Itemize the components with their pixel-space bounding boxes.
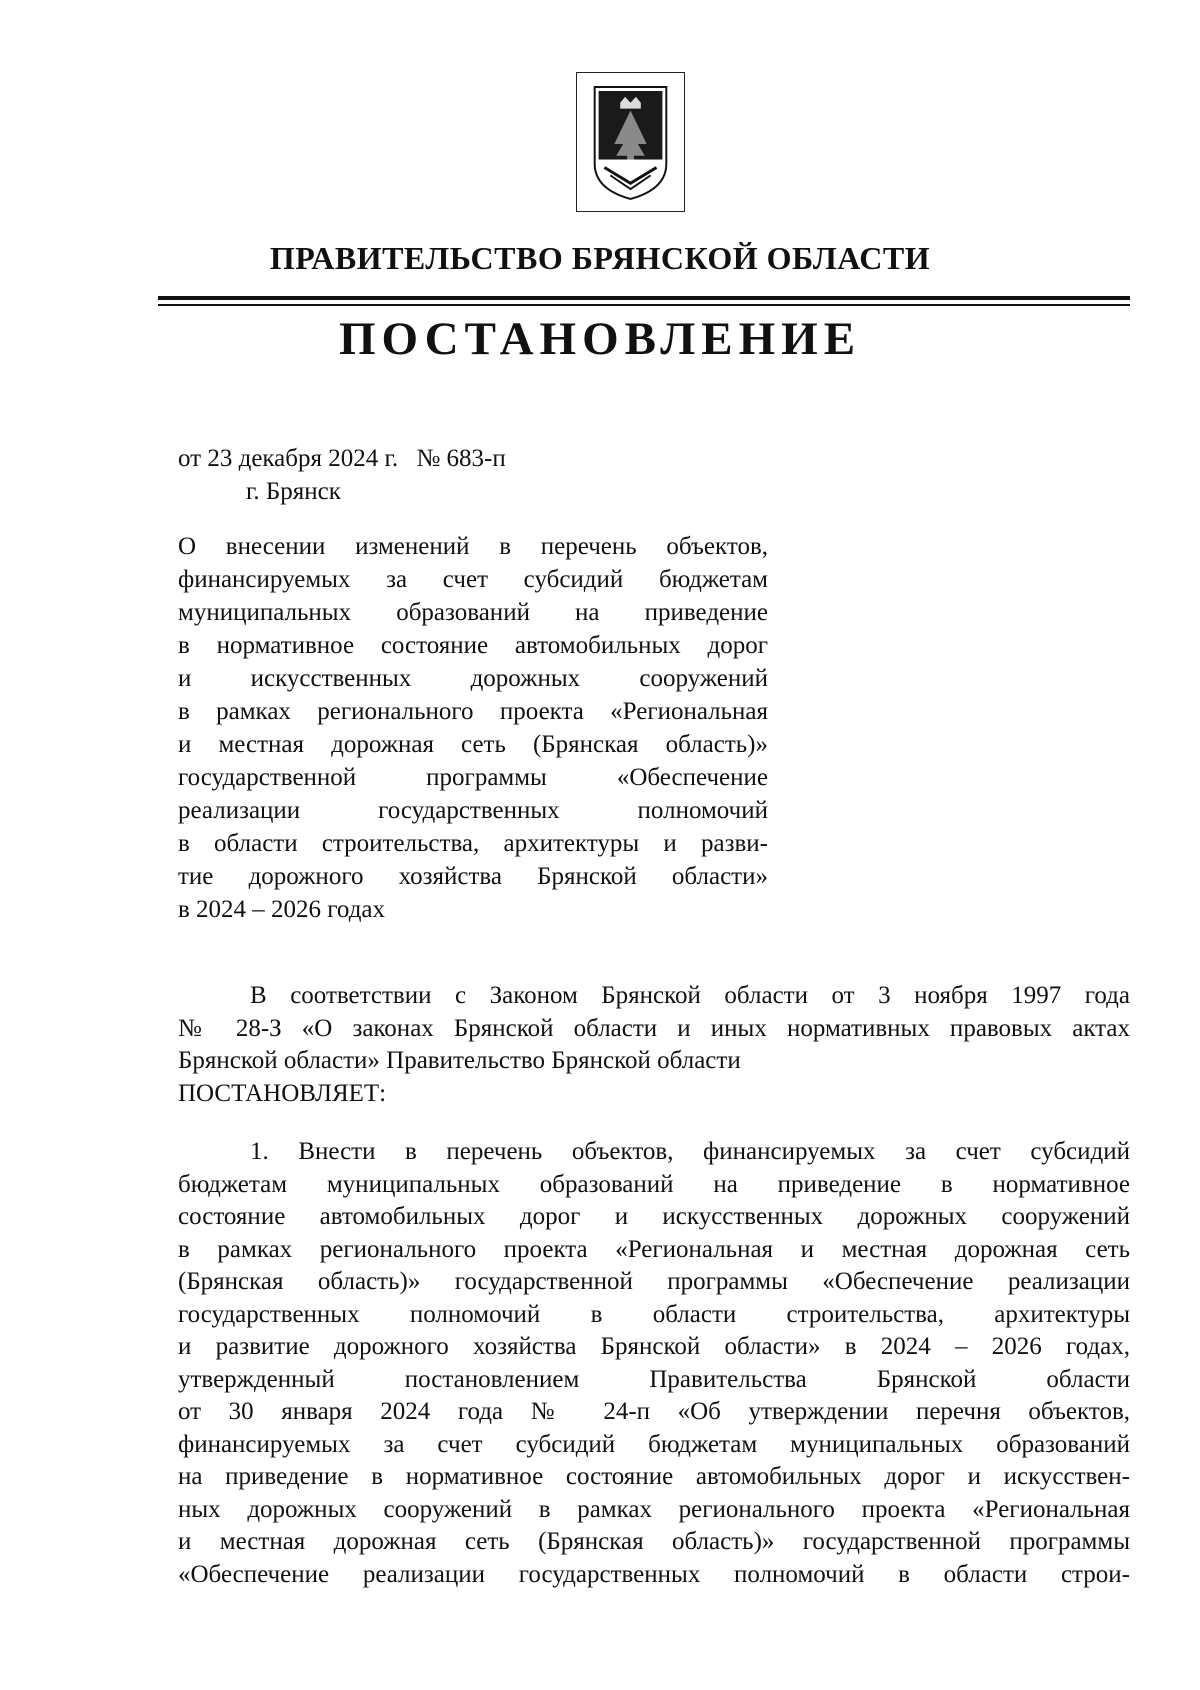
resolves-keyword: ПОСТАНОВЛЯЕТ: bbox=[178, 1079, 387, 1107]
document-number: № 683-п bbox=[416, 445, 506, 472]
document-type-heading: ПОСТАНОВЛЕНИЕ bbox=[338, 313, 862, 365]
item-line: состояние автомобильных дорог и искусственных дорожных сооружений bbox=[178, 1203, 1130, 1230]
document-date-line bbox=[178, 445, 506, 473]
header-rule-thin bbox=[158, 304, 1130, 306]
item-line: государственных полномочий в области строительства, архитектуры bbox=[178, 1300, 1130, 1328]
preamble-paragraph bbox=[178, 980, 1130, 1078]
title-line: в 2024 – 2026 годах bbox=[178, 896, 386, 923]
item-line: в рамках регионального проекта «Региональная и местная дорожная сеть bbox=[178, 1235, 1130, 1263]
resolution-title bbox=[178, 530, 768, 926]
title-line: и искусственных дорожных сооружений bbox=[178, 665, 768, 692]
title-line: финансируемых за счет субсидий бюджетам bbox=[178, 566, 768, 593]
item-line: и местная дорожная сеть (Брянская область)» государственной программы bbox=[178, 1528, 1130, 1555]
item-line: «Обеспечение реализации государственных полномочий в области строи- bbox=[178, 1560, 1130, 1588]
item-line: бюджетам муниципальных образований на приведение в нормативное bbox=[178, 1170, 1130, 1198]
item-line: ных дорожных сооружений в рамках регионального проекта «Региональная bbox=[178, 1495, 1130, 1523]
header-rule-thick bbox=[158, 296, 1130, 300]
document-city: г. Брянск bbox=[246, 478, 341, 505]
item-line: утвержденный постановлением Правительства Брянской области bbox=[178, 1365, 1130, 1393]
title-line: муниципальных образований на приведение bbox=[178, 599, 768, 626]
preamble-line: № 28-З «О законах Брянской области и иных нормативных правовых актах bbox=[178, 1014, 1130, 1042]
document-date: от 23 декабря 2024 г. bbox=[178, 445, 399, 472]
coat-of-arms-emblem bbox=[576, 72, 685, 212]
title-line: государственной программы «Обеспечение bbox=[178, 764, 768, 791]
preamble-line: Брянской области» Правительство Брянской области bbox=[178, 1047, 741, 1074]
item-line: финансируемых за счет субсидий бюджетам муниципальных образований bbox=[178, 1430, 1130, 1458]
coat-of-arms-icon bbox=[577, 73, 684, 211]
item-line: на приведение в нормативное состояние автомобильных дорог и искусствен- bbox=[178, 1463, 1130, 1490]
item-line: (Брянская область)» государственной программы «Обеспечение реализации bbox=[178, 1268, 1130, 1295]
title-line: в рамках регионального проекта «Региональная bbox=[178, 698, 768, 725]
preamble-line: В соответствии с Законом Брянской области от 3 ноября 1997 года bbox=[250, 982, 1130, 1009]
government-title: ПРАВИТЕЛЬСТВО БРЯНСКОЙ ОБЛАСТИ bbox=[269, 240, 931, 276]
title-line: реализации государственных полномочий bbox=[178, 797, 768, 824]
title-line: в области строительства, архитектуры и разви- bbox=[178, 830, 768, 857]
title-line: тие дорожного хозяйства Брянской области» bbox=[178, 863, 768, 890]
item-line: от 30 января 2024 года № 24-п «Об утверждении перечня объектов, bbox=[178, 1398, 1130, 1425]
item-1-paragraph bbox=[178, 1136, 1130, 1591]
item-line: 1. Внести в перечень объектов, финансируемых за счет субсидий bbox=[250, 1138, 1130, 1165]
document-body bbox=[178, 980, 1130, 1591]
title-line: О внесении изменений в перечень объектов, bbox=[178, 533, 768, 560]
title-line: и местная дорожная сеть (Брянская область)» bbox=[178, 731, 768, 758]
item-line: и развитие дорожного хозяйства Брянской области» в 2024 – 2026 годах, bbox=[178, 1333, 1130, 1360]
title-line: в нормативное состояние автомобильных дорог bbox=[178, 632, 768, 659]
